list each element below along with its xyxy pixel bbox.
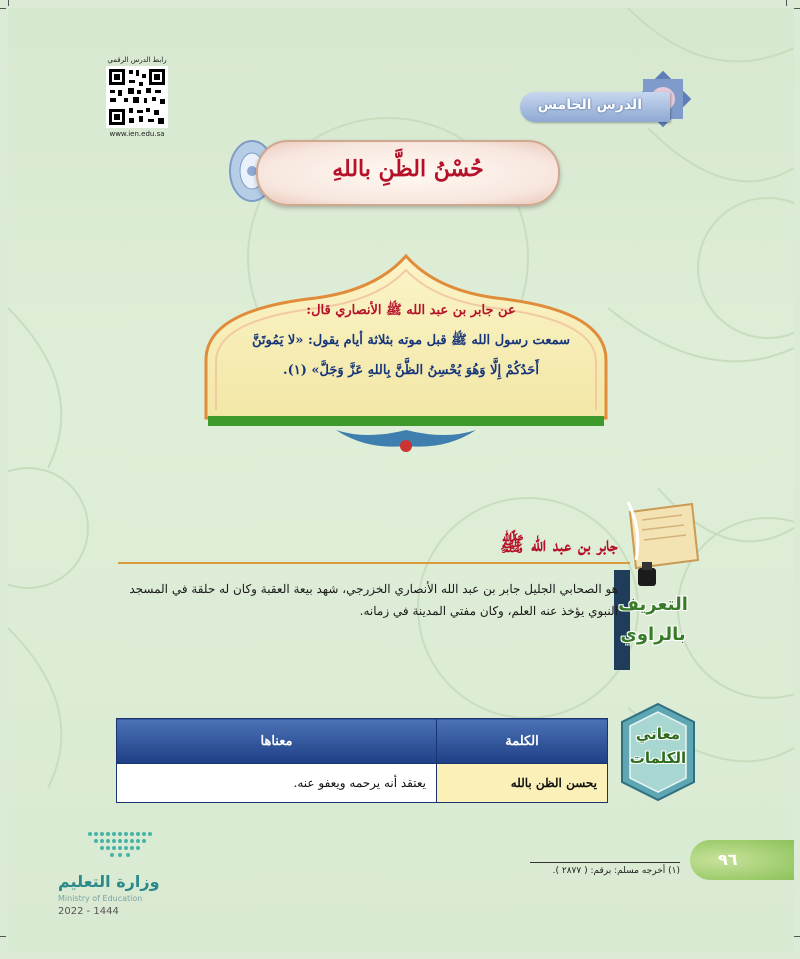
table-row xyxy=(117,764,608,803)
crop-mark xyxy=(794,8,800,9)
hadith-line: عن جابر بن عبد الله ﷺ الأنصاري قال: xyxy=(306,303,516,318)
qr-code-block[interactable] xyxy=(96,56,178,138)
lesson-badge xyxy=(520,92,670,122)
page-number-tab xyxy=(690,840,794,880)
crop-mark xyxy=(0,936,6,937)
table-header-word: الكلمة xyxy=(437,719,608,764)
hadith-line: أَحَدُكُمْ إِلَّا وَهُوَ يُحْسِنُ الظَّنَّ بِاللهِ عَزَّ وَجَلَّ» (١). xyxy=(283,363,539,378)
table-cell-word: يحسن الظن بالله xyxy=(437,764,608,803)
hadith-line: سمعت رسول الله ﷺ قبل موته بثلاثة أيام يقول: «لا يَمُوتَنَّ xyxy=(251,333,571,348)
hadith-text xyxy=(214,296,608,386)
narrator-label-line: التعريف xyxy=(618,594,688,615)
qr-url: www.ien.edu.sa xyxy=(109,130,165,138)
narrator-heading: جابر بن عبد الله ﷺ xyxy=(500,532,618,556)
ministry-name-ar: وزارة التعليم xyxy=(58,872,160,891)
lesson-title-banner xyxy=(256,140,560,206)
narrator-label xyxy=(604,590,702,650)
crop-mark xyxy=(794,936,800,937)
ministry-year: 2022 - 1444 xyxy=(58,906,119,917)
qr-caption: رابط الدرس الرقمي xyxy=(107,56,167,64)
table-header-meaning: معناها xyxy=(117,719,437,764)
footnote-divider xyxy=(530,862,680,863)
vocab-emblem-line: الكلمات xyxy=(629,749,687,767)
vocab-emblem-line: معاني xyxy=(635,725,681,743)
inkwell-icon xyxy=(636,560,658,588)
page-number: ٩٦ xyxy=(718,850,738,869)
divider xyxy=(118,562,630,564)
ministry-logo-icon xyxy=(60,828,180,868)
qr-code-icon[interactable] xyxy=(106,66,168,128)
footnote: (١) أخرجه مسلم: برقم: ( ٢٨٧٧ ). xyxy=(552,866,680,876)
crop-mark xyxy=(786,0,787,6)
narrator-label-line: بالراوي xyxy=(620,624,686,645)
ministry-name-en: Ministry of Education xyxy=(58,894,143,903)
vocab-table xyxy=(116,718,608,803)
vocab-emblem-label xyxy=(620,722,696,770)
crop-mark xyxy=(0,8,6,9)
paper-quill-icon xyxy=(622,500,702,570)
narrator-body: هو الصحابي الجليل جابر بن عبد الله الأنصاري الخزرجي، شهد بيعة العقبة وكان له حلقة في المسجد النبوي يؤخذ عنه العلم، وكان مفتي المدينة في زمانه. xyxy=(129,582,618,618)
lesson-number: الدرس الخامس xyxy=(537,97,642,113)
table-header-row xyxy=(117,719,608,764)
crop-mark xyxy=(8,0,9,6)
lesson-title: حُسْنُ الظَّنِ باللهِ xyxy=(332,156,484,182)
table-cell-meaning: يعتقد أنه يرحمه ويعفو عنه. xyxy=(117,764,437,803)
